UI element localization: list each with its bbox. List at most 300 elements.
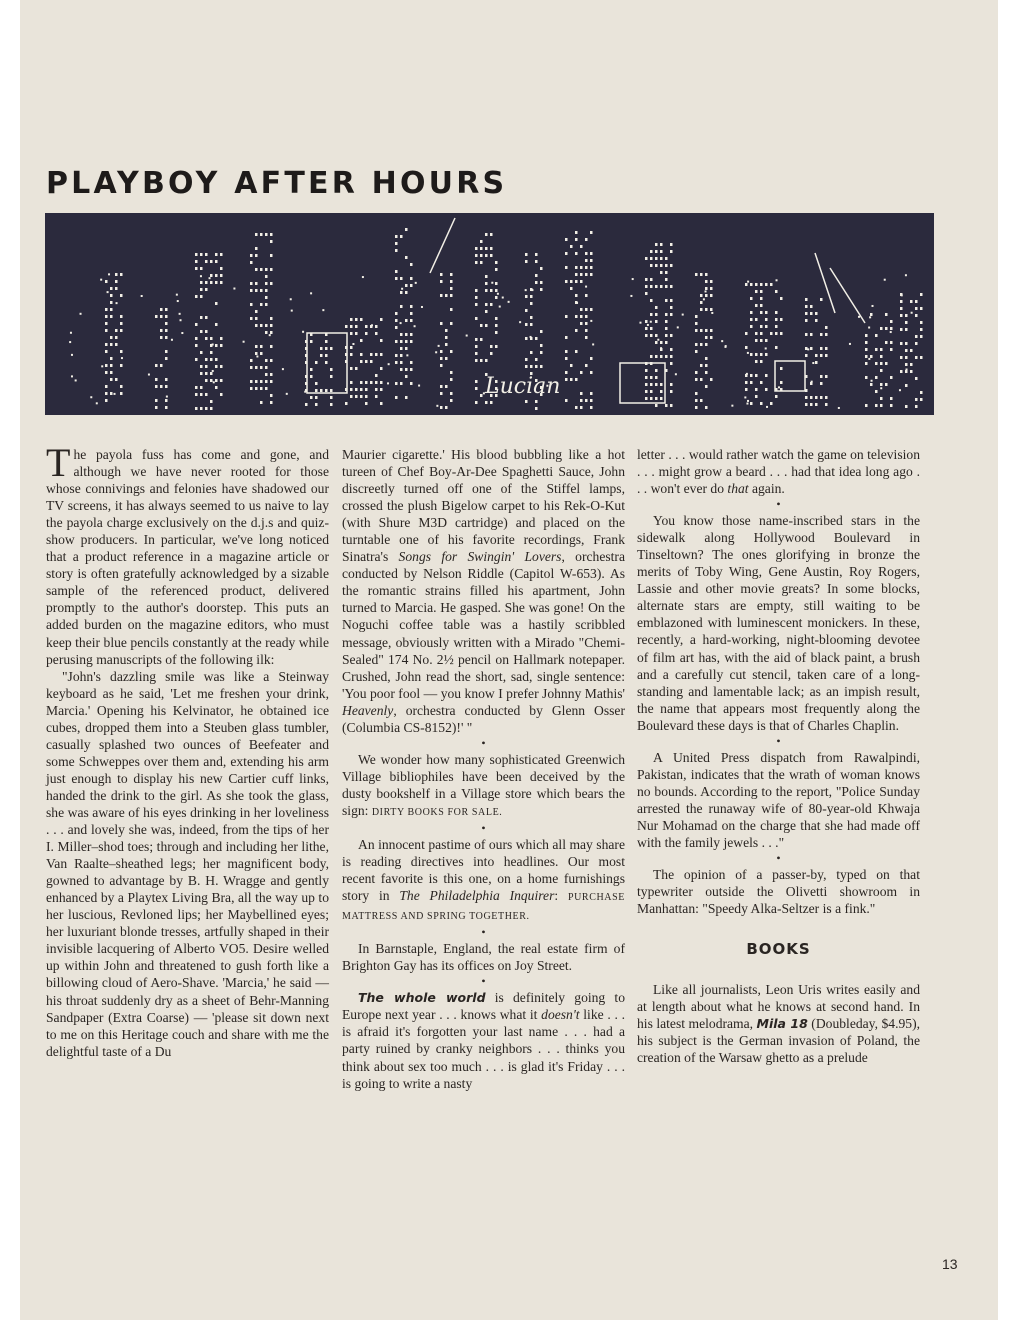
window-light — [660, 257, 663, 260]
window-light — [655, 313, 658, 316]
window-light — [745, 283, 748, 286]
window-light — [775, 346, 778, 349]
window-light — [485, 289, 488, 292]
window-light — [570, 364, 573, 367]
window-light — [160, 364, 163, 367]
window-light — [405, 284, 408, 287]
window-light — [585, 364, 588, 367]
window-light — [400, 361, 403, 364]
window-light — [200, 365, 203, 368]
window-light — [665, 327, 668, 330]
window-light — [865, 404, 868, 407]
window-light — [345, 325, 348, 328]
window-light — [375, 332, 378, 335]
window-light — [165, 336, 168, 339]
window-light — [915, 335, 918, 338]
distant-light — [906, 368, 908, 370]
window-light — [665, 334, 668, 337]
distant-light — [269, 334, 271, 336]
window-light — [205, 288, 208, 291]
window-light — [110, 287, 113, 290]
window-light — [585, 238, 588, 241]
window-light — [380, 381, 383, 384]
window-light — [815, 396, 818, 399]
window-light — [490, 233, 493, 236]
window-light — [695, 392, 698, 395]
window-light — [865, 334, 868, 337]
window-light — [760, 325, 763, 328]
window-light — [220, 274, 223, 277]
distant-light — [107, 291, 109, 293]
window-light — [475, 254, 478, 257]
window-light — [815, 361, 818, 364]
window-light — [920, 335, 923, 338]
window-light — [825, 326, 828, 329]
window-light — [805, 305, 808, 308]
window-light — [810, 396, 813, 399]
window-light — [210, 400, 213, 403]
distant-light — [243, 341, 245, 343]
window-light — [805, 319, 808, 322]
window-light — [885, 327, 888, 330]
distant-light — [657, 339, 659, 341]
paragraph: "John's dazzling smile was like a Steinway keyboard as he said, 'Let me freshen your drink, Marcia.' Opening his Kelvinator, he obtained ice cubes, dropped them into a Steuben glass tumbler, casually splashed two ounces of Beefeater and some Schweppes over them and, extending his arm just enough to display his new Cartier cuff links, handed the drink to the girl. As she took the glass, she was aware of his eyes drinking in her loveliness . . . and lovely she was, indeed, from the tips of her I. Miller–shod toes; through and including her lithe, Van Raalte–sheathed legs; her magnificent body, gowned to advantage by B. H. Wragge and gently enhanced by a Playtex Living Bra, all the way up to her luscious, Revloned lips; her Maybellined eyes; her luxuriant blonde tresses, artfully shaped in their invisible lacquering of Alberto VO5. Desire welled up within John and threatened to gush forth like a billowing cloud of Aero-Shave. 'Marcia,' he said — his throat suddenly dry as a sheet of Behr-Manning Sandpaper (Extra Coarse) — 'please sit down next to me on this Heritage couch and share with me the delightful taste of a Du — [46, 668, 329, 1059]
window-light — [255, 268, 258, 271]
sign-text: DIRTY BOOKS FOR SALE. — [371, 806, 503, 818]
window-light — [810, 312, 813, 315]
window-light — [575, 252, 578, 255]
window-light — [585, 336, 588, 339]
window-light — [655, 383, 658, 386]
window-light — [885, 383, 888, 386]
window-light — [195, 267, 198, 270]
window-light — [360, 395, 363, 398]
distant-light — [765, 347, 767, 349]
window-light — [475, 338, 478, 341]
window-light — [645, 334, 648, 337]
distant-light — [418, 385, 420, 387]
distant-light — [212, 343, 214, 345]
window-light — [905, 356, 908, 359]
window-light — [215, 281, 218, 284]
distant-light — [101, 365, 103, 367]
distant-light — [70, 332, 72, 334]
window-light — [820, 382, 823, 385]
window-light — [265, 387, 268, 390]
window-light — [400, 291, 403, 294]
distant-light — [220, 380, 222, 382]
window-light — [875, 348, 878, 351]
window-light — [215, 302, 218, 305]
window-light — [395, 326, 398, 329]
distant-light — [766, 406, 768, 408]
window-light — [750, 283, 753, 286]
window-light — [220, 281, 223, 284]
window-light — [575, 231, 578, 234]
window-light — [450, 287, 453, 290]
window-light — [410, 361, 413, 364]
window-light — [475, 352, 478, 355]
window-light — [660, 243, 663, 246]
distant-light — [525, 289, 527, 291]
window-light — [255, 282, 258, 285]
window-light — [665, 271, 668, 274]
paragraph: A United Press dispatch from Rawalpindi, Pakistan, indicates that the wrath of woman knows no bounds. According to the report, "Police Sunday arrested the runaway wife of 80-year-old Khwaja Nur Mohamad on the charge that she had made off with the family jewels . . ." — [637, 749, 920, 850]
window-light — [165, 378, 168, 381]
window-light — [405, 256, 408, 259]
window-light — [705, 357, 708, 360]
distant-light — [100, 279, 102, 281]
window-light — [820, 375, 823, 378]
window-light — [760, 283, 763, 286]
window-light — [665, 299, 668, 302]
window-light — [260, 268, 263, 271]
distant-light — [322, 309, 324, 311]
window-light — [580, 392, 583, 395]
window-light — [105, 280, 108, 283]
album-title: Songs for Swingin' Lovers — [398, 549, 562, 565]
window-light — [480, 394, 483, 397]
window-light — [255, 387, 258, 390]
window-light — [695, 350, 698, 353]
distant-light — [213, 381, 215, 383]
paragraph: In Barnstaple, England, the real estate firm of Brighton Gay has its offices on Joy Street. — [342, 941, 625, 974]
window-light — [160, 308, 163, 311]
window-light — [395, 340, 398, 343]
distant-light — [650, 321, 652, 323]
window-light — [120, 273, 123, 276]
window-light — [535, 365, 538, 368]
window-light — [485, 401, 488, 404]
distant-light — [415, 282, 417, 284]
window-light — [765, 283, 768, 286]
window-light — [700, 308, 703, 311]
window-light — [405, 375, 408, 378]
window-light — [485, 275, 488, 278]
distant-light — [400, 322, 402, 324]
window-light — [825, 333, 828, 336]
window-light — [410, 263, 413, 266]
window-light — [760, 304, 763, 307]
window-light — [745, 388, 748, 391]
window-light — [695, 329, 698, 332]
distant-light — [116, 302, 118, 304]
window-light — [660, 271, 663, 274]
window-light — [780, 332, 783, 335]
window-light — [270, 380, 273, 383]
window-light — [260, 324, 263, 327]
window-light — [440, 364, 443, 367]
distant-light — [630, 295, 632, 297]
distant-light — [703, 298, 705, 300]
window-light — [645, 292, 648, 295]
window-light — [110, 371, 113, 374]
window-light — [825, 396, 828, 399]
distant-light — [744, 396, 746, 398]
window-light — [645, 390, 648, 393]
window-light — [200, 330, 203, 333]
window-light — [575, 350, 578, 353]
window-light — [120, 329, 123, 332]
window-light — [380, 353, 383, 356]
window-light — [670, 313, 673, 316]
window-light — [440, 357, 443, 360]
distant-light — [811, 381, 813, 383]
window-light — [495, 345, 498, 348]
window-light — [890, 376, 893, 379]
window-light — [580, 371, 583, 374]
window-light — [250, 303, 253, 306]
window-light — [565, 336, 568, 339]
window-light — [255, 317, 258, 320]
window-light — [590, 308, 593, 311]
window-light — [870, 313, 873, 316]
distant-light — [724, 346, 726, 348]
paragraph — [637, 981, 920, 1066]
window-light — [400, 305, 403, 308]
window-light — [380, 388, 383, 391]
distant-light — [90, 396, 92, 398]
window-light — [220, 393, 223, 396]
window-light — [890, 327, 893, 330]
distant-light — [499, 306, 501, 308]
window-light — [115, 280, 118, 283]
album-title: Heavenly — [342, 702, 394, 718]
window-light — [115, 378, 118, 381]
window-light — [480, 338, 483, 341]
window-light — [375, 381, 378, 384]
window-light — [650, 264, 653, 267]
window-light — [530, 295, 533, 298]
window-light — [485, 254, 488, 257]
window-light — [395, 235, 398, 238]
window-light — [590, 357, 593, 360]
window-light — [650, 257, 653, 260]
window-light — [250, 380, 253, 383]
window-light — [195, 323, 198, 326]
window-light — [650, 376, 653, 379]
window-light — [195, 407, 198, 410]
window-light — [250, 387, 253, 390]
window-light — [475, 303, 478, 306]
window-light — [375, 395, 378, 398]
paragraph-text: , orchestra conducted by Nelson Riddle (Capitol W-653). As the romantic strains filled his apartment, John turned to Marcia. He gasped. She was gone! On the Noguchi coffee table was a hastily scribbled message, obviously written with a Mirado "Chemi-Sealed" 174 No. 2½ pencil on Hallmark notepaper. Crushed, John read the short, sad, single sentence: 'You poor fool — you know I prefer Johnny Mathis' — [342, 549, 625, 701]
window-light — [530, 302, 533, 305]
window-light — [270, 254, 273, 257]
window-light — [590, 406, 593, 409]
window-light — [780, 297, 783, 300]
distant-light — [166, 396, 168, 398]
page-number: 13 — [942, 1256, 958, 1272]
window-light — [400, 340, 403, 343]
window-light — [660, 355, 663, 358]
window-light — [330, 389, 333, 392]
window-light — [705, 308, 708, 311]
distant-light — [585, 286, 587, 288]
distant-light — [849, 343, 851, 345]
window-light — [655, 341, 658, 344]
window-light — [570, 245, 573, 248]
window-light — [750, 381, 753, 384]
window-light — [215, 386, 218, 389]
window-light — [910, 370, 913, 373]
window-light — [900, 307, 903, 310]
distant-light — [388, 363, 390, 365]
window-light — [205, 260, 208, 263]
window-light — [755, 304, 758, 307]
window-light — [220, 253, 223, 256]
window-light — [775, 325, 778, 328]
window-light — [120, 364, 123, 367]
window-light — [820, 298, 823, 301]
window-light — [165, 322, 168, 325]
distant-light — [746, 403, 748, 405]
window-light — [915, 342, 918, 345]
window-light — [665, 264, 668, 267]
distant-light — [113, 393, 115, 395]
window-light — [260, 345, 263, 348]
window-light — [665, 355, 668, 358]
distant-light — [647, 324, 649, 326]
window-light — [195, 295, 198, 298]
window-light — [330, 396, 333, 399]
window-light — [525, 400, 528, 403]
distant-light — [148, 374, 150, 376]
window-light — [360, 339, 363, 342]
window-light — [650, 383, 653, 386]
window-light — [215, 365, 218, 368]
window-light — [695, 273, 698, 276]
window-light — [880, 383, 883, 386]
window-light — [745, 332, 748, 335]
window-light — [205, 253, 208, 256]
window-light — [755, 332, 758, 335]
window-light — [760, 332, 763, 335]
window-light — [325, 340, 328, 343]
window-light — [705, 385, 708, 388]
window-light — [570, 378, 573, 381]
window-light — [915, 405, 918, 408]
window-light — [360, 381, 363, 384]
lit-building — [620, 363, 665, 403]
distant-light — [531, 289, 533, 291]
distant-light — [171, 339, 173, 341]
window-light — [200, 393, 203, 396]
window-light — [205, 281, 208, 284]
window-light — [250, 359, 253, 362]
window-light — [770, 332, 773, 335]
distant-light — [880, 387, 882, 389]
paragraph: You know those name-inscribed stars in the sidewalk along Hollywood Boulevard in Tinseltown? The ones glorifying in bronze the merits of Toby Wing, Gene Austin, Roy Rogers, Lassie and other movie greats? In some blocks, alternate stars are empty, still waiting to be emblazoned with luminescent monickers. In these, recently, a hard-working, night-blooming devotee of film art has, with the aid of black paint, a brush and a carefully cut stencil, taken care of a long-standing and lamentable lack; as an impish result, the name that appears most frequently along the Boulevard these days is that of Charles Chaplin. — [637, 513, 920, 733]
window-light — [475, 345, 478, 348]
window-light — [210, 274, 213, 277]
window-light — [890, 341, 893, 344]
window-light — [450, 399, 453, 402]
window-light — [525, 365, 528, 368]
window-light — [875, 362, 878, 365]
window-light — [575, 238, 578, 241]
window-light — [110, 336, 113, 339]
window-light — [780, 381, 783, 384]
window-light — [645, 257, 648, 260]
window-light — [540, 267, 543, 270]
window-light — [705, 406, 708, 409]
window-light — [865, 355, 868, 358]
window-light — [255, 247, 258, 250]
window-light — [110, 378, 113, 381]
window-light — [585, 315, 588, 318]
window-light — [765, 339, 768, 342]
window-light — [255, 289, 258, 292]
window-light — [905, 314, 908, 317]
window-light — [310, 340, 313, 343]
window-light — [655, 306, 658, 309]
window-light — [775, 290, 778, 293]
window-light — [255, 366, 258, 369]
paragraph-text: , orchestra conducted by Glenn Osser (Columbia CS-8152)!' " — [342, 702, 625, 735]
window-light — [215, 344, 218, 347]
paragraph-text: Like all journalists, Leon Uris writes easily and at length about what he knows at second hand. In his latest melodrama, — [637, 982, 920, 1032]
window-light — [445, 357, 448, 360]
distant-light — [858, 316, 860, 318]
distant-light — [362, 276, 364, 278]
distant-light — [838, 407, 840, 409]
window-light — [695, 315, 698, 318]
window-light — [265, 359, 268, 362]
window-light — [215, 379, 218, 382]
window-light — [490, 247, 493, 250]
window-light — [355, 318, 358, 321]
window-light — [645, 369, 648, 372]
window-light — [565, 252, 568, 255]
emphasis: that — [727, 481, 749, 497]
window-light — [350, 353, 353, 356]
window-light — [765, 388, 768, 391]
window-light — [760, 290, 763, 293]
distant-light — [181, 332, 183, 334]
window-light — [710, 378, 713, 381]
distant-light — [108, 273, 110, 275]
window-light — [375, 374, 378, 377]
page-title: PLAYBOY AFTER HOURS — [46, 166, 508, 201]
distant-light — [491, 282, 493, 284]
window-light — [670, 334, 673, 337]
window-light — [580, 399, 583, 402]
window-light — [445, 329, 448, 332]
window-light — [590, 371, 593, 374]
window-light — [220, 344, 223, 347]
window-light — [265, 331, 268, 334]
window-light — [210, 260, 213, 263]
window-light — [575, 266, 578, 269]
window-light — [480, 324, 483, 327]
window-light — [265, 303, 268, 306]
window-light — [530, 351, 533, 354]
window-light — [200, 386, 203, 389]
distant-light — [890, 331, 892, 333]
window-light — [905, 405, 908, 408]
window-light — [865, 376, 868, 379]
window-light — [760, 311, 763, 314]
window-light — [200, 295, 203, 298]
window-light — [265, 366, 268, 369]
window-light — [655, 369, 658, 372]
window-light — [590, 252, 593, 255]
window-light — [160, 329, 163, 332]
window-light — [565, 238, 568, 241]
window-light — [315, 361, 318, 364]
window-light — [710, 287, 713, 290]
